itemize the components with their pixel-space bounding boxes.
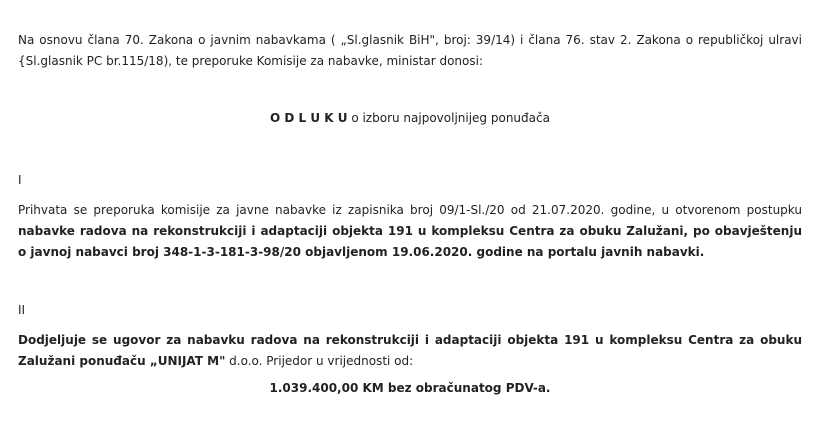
- intro-paragraph: [18, 30, 802, 72]
- section-2-text-plain: d.o.o. Prijedor u vrijednosti od:: [225, 354, 414, 368]
- section-2-paragraph: [18, 330, 802, 372]
- section-2-text-bold: Dodjeljuje se ugovor za nabavku radova na rekonstrukciji i adaptaciji objekta 191 u kompleksu Centra za obuku Zalužani ponuđaču „UNIJAT M": [18, 333, 802, 368]
- contract-amount: 1.039.400,00 KM bez obračunatog PDV-a.: [269, 381, 551, 395]
- decision-title-spaced: O D L U K U: [270, 111, 348, 125]
- intro-text: Na osnovu člana 70. Zakona o javnim nabavkama ( „Sl.glasnik BiH", broj: 39/14) i člana 76. stav 2. Zakona o republičkoj ulravi {Sl.glasnik PC br.115/18), te preporuke Komisije za nabavke, ministar donosi:: [18, 33, 802, 68]
- decision-title: [18, 108, 802, 129]
- section-1-numeral: I: [18, 173, 22, 187]
- section-1-paragraph: [18, 200, 802, 263]
- section-1-text-bold: nabavke radova na rekonstrukciji i adaptaciji objekta 191 u kompleksu Centra za obuku Zalužani, po obavještenju o javnoj nabavci broj 348-1-3-181-3-98/20 objavljenom 19.06.2020. godine na portalu javnih nabavki.: [18, 224, 802, 259]
- decision-title-rest: o izboru najpovoljnijeg ponuđača: [347, 111, 550, 125]
- section-2-numeral: II: [18, 303, 26, 317]
- section-1-text-plain: Prihvata se preporuka komisije za javne nabavke iz zapisnika broj 09/1-Sl./20 od 21.07.2020. godine, u otvorenom postupku: [18, 203, 802, 217]
